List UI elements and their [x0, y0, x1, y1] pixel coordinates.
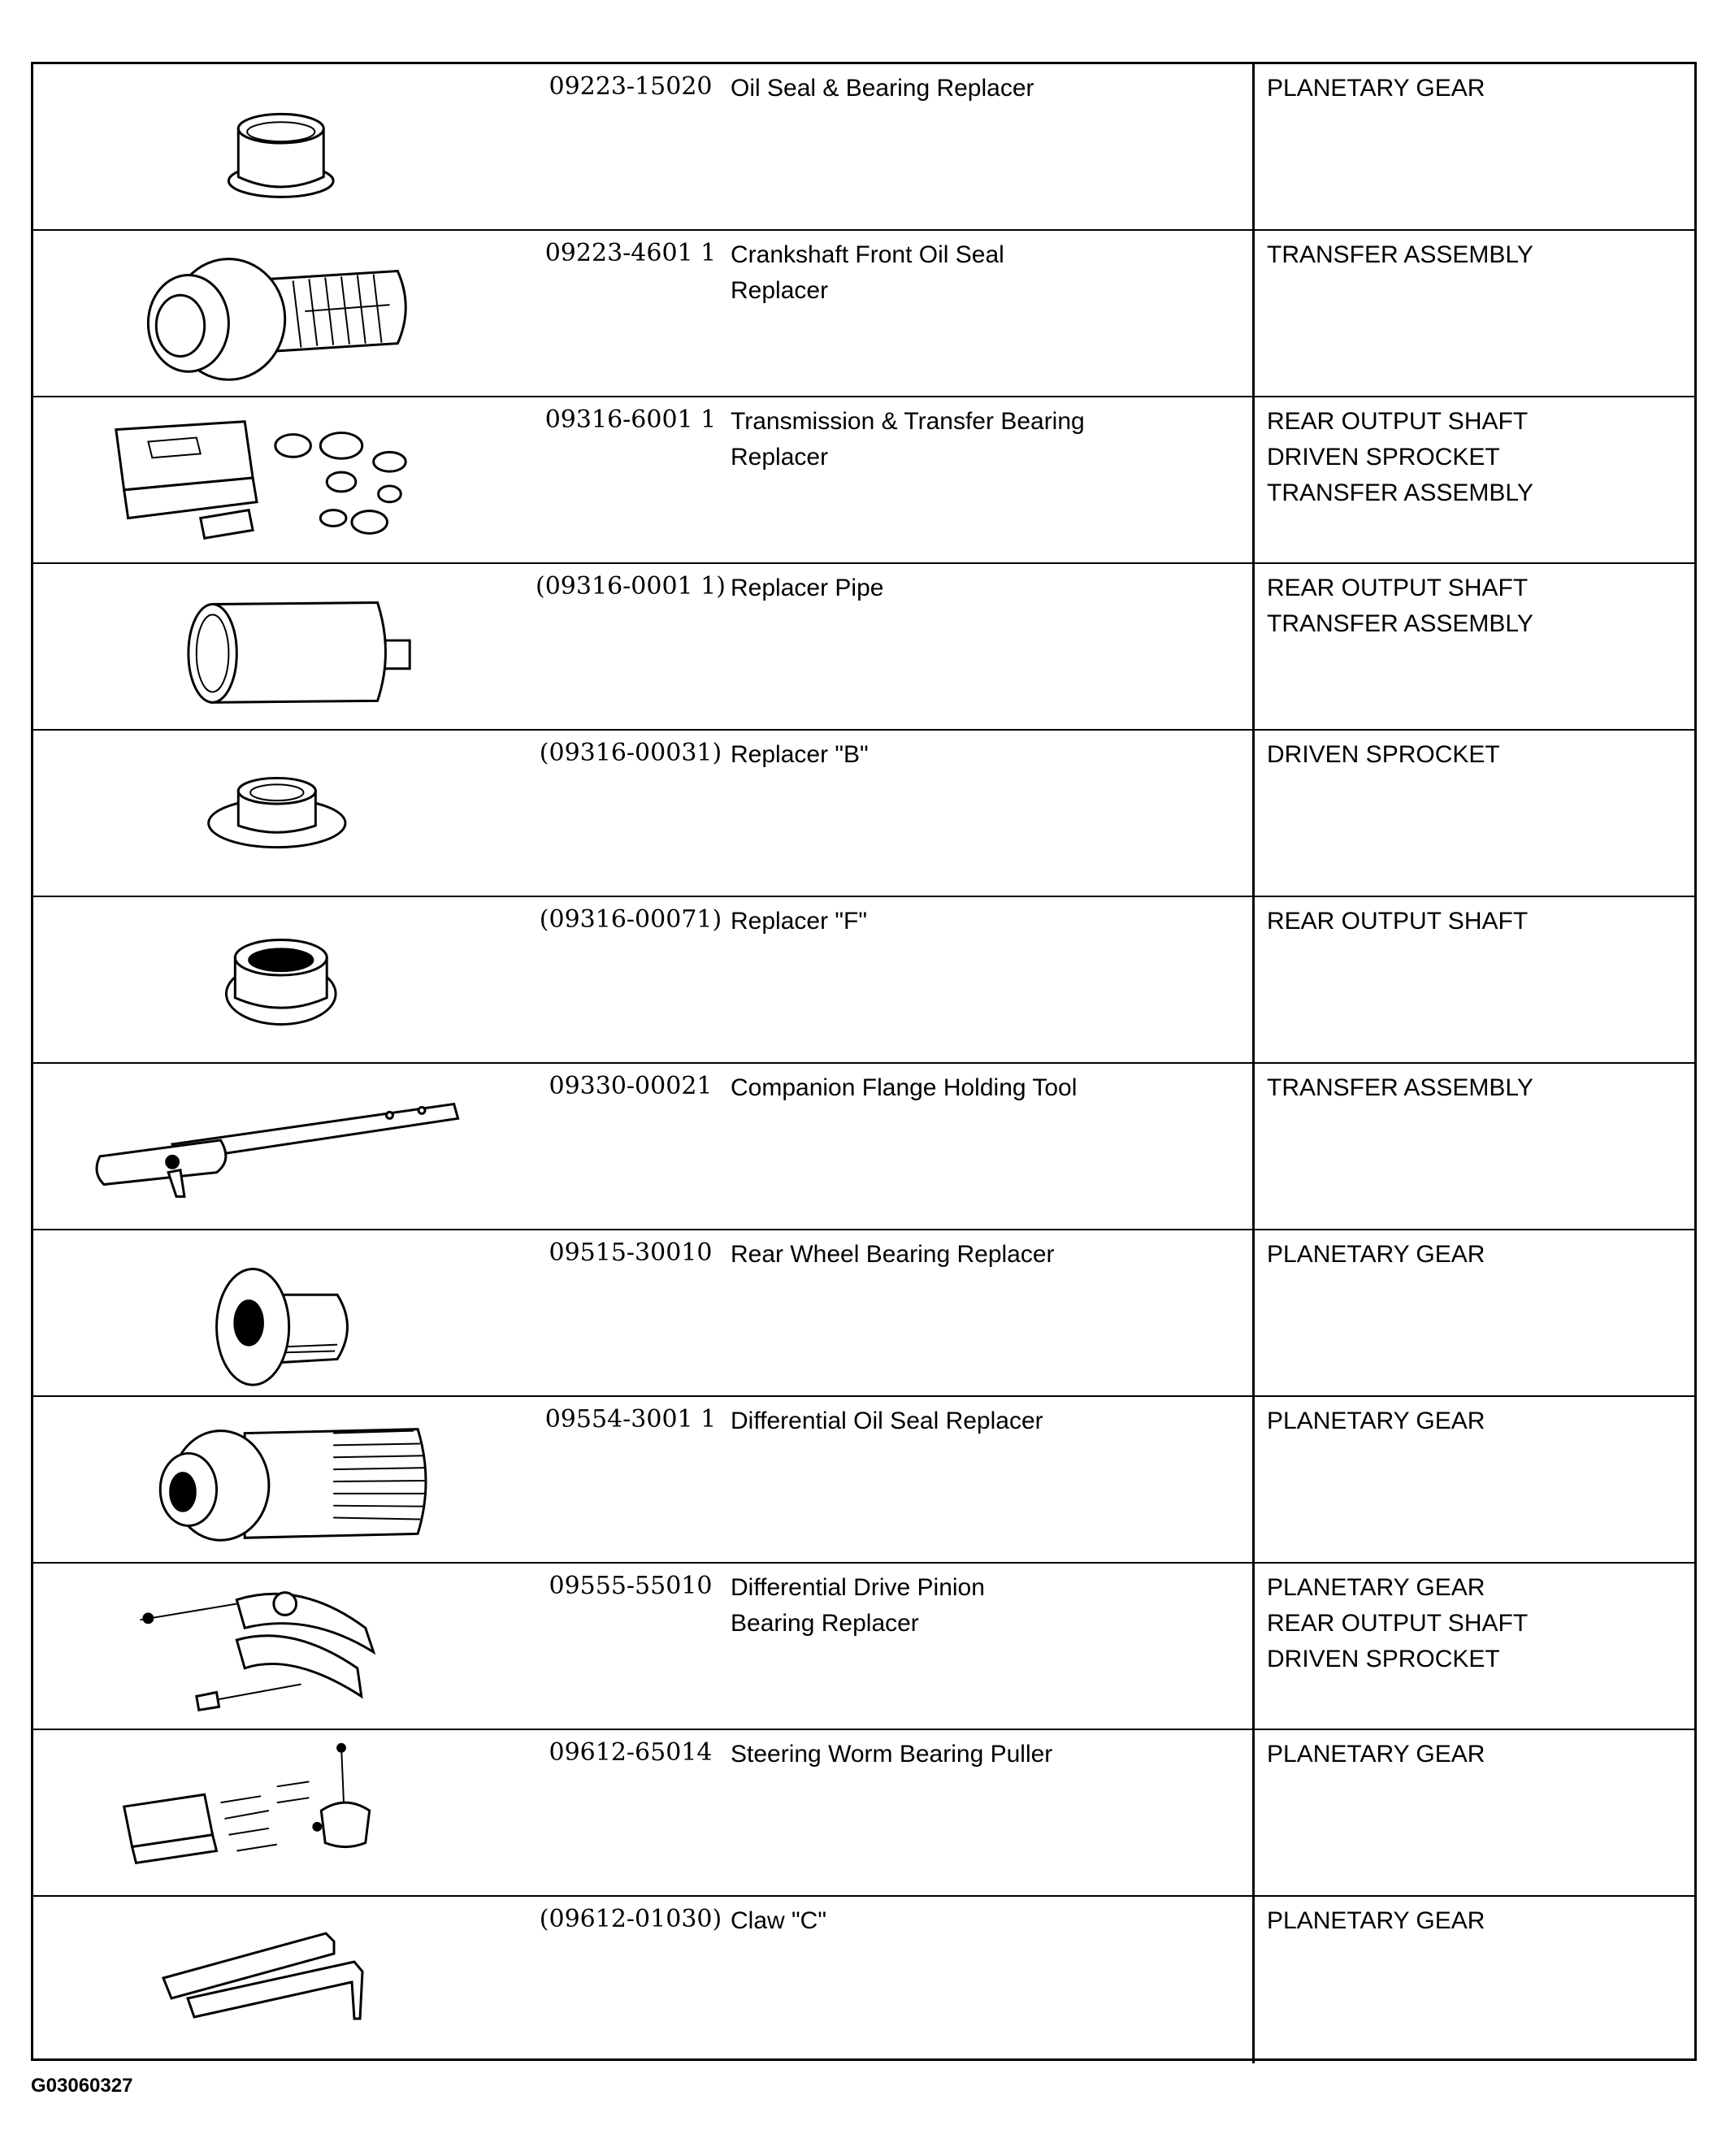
- usage-section: DRIVEN SPROCKET: [1267, 741, 1500, 768]
- flange-holding-tool-icon: [33, 1064, 488, 1229]
- usage-section: TRANSFER ASSEMBLY: [1267, 241, 1533, 268]
- usage-section: PLANETARY GEAR REAR OUTPUT SHAFT DRIVEN SPROCKET: [1267, 1574, 1529, 1672]
- table-row: [33, 1230, 1694, 1397]
- oil-seal-bearing-replacer-icon: [33, 64, 488, 229]
- usage-section: REAR OUTPUT SHAFT DRIVEN SPROCKET TRANSFER ASSEMBLY: [1267, 408, 1533, 506]
- usage-section: PLANETARY GEAR: [1267, 1741, 1485, 1768]
- column-divider: [1252, 231, 1255, 396]
- tool-name: Differential Oil Seal Replacer: [731, 1408, 1043, 1434]
- tool-name: Transmission & Transfer Bearing Replacer: [731, 408, 1085, 471]
- table-row: [33, 731, 1694, 897]
- special-tools-table: [31, 62, 1697, 2061]
- wheel-bearing-replacer-icon: [33, 1230, 488, 1395]
- bearing-puller-kit-icon: [33, 1730, 488, 1895]
- replacer-pipe-icon: [33, 564, 488, 729]
- table-row: [33, 564, 1694, 731]
- usage-section: PLANETARY GEAR: [1267, 1241, 1485, 1268]
- tool-name: Replacer "B": [731, 741, 869, 768]
- part-number: 09330-00021: [549, 1072, 713, 1100]
- usage-section: REAR OUTPUT SHAFT: [1267, 908, 1529, 935]
- part-number: 09612-65014: [549, 1738, 713, 1767]
- column-divider: [1252, 1897, 1255, 2063]
- table-row: [33, 1064, 1694, 1230]
- table-row: [33, 897, 1694, 1064]
- differential-seal-replacer-icon: [33, 1397, 488, 1562]
- part-number: (09316-00071): [539, 905, 722, 934]
- part-number: (09316-0001 1): [536, 572, 726, 601]
- column-divider: [1252, 564, 1255, 729]
- part-number: 09515-30010: [549, 1239, 713, 1267]
- tool-name: Steering Worm Bearing Puller: [731, 1741, 1053, 1768]
- part-number: 09554-3001 1: [544, 1405, 717, 1434]
- part-number: (09612-01030): [539, 1905, 722, 1933]
- replacer-b-icon: [33, 731, 488, 896]
- tool-name: Replacer Pipe: [731, 575, 884, 601]
- column-divider: [1252, 1064, 1255, 1229]
- part-number: 09316-6001 1: [544, 406, 717, 434]
- tool-name: Claw "C": [731, 1907, 826, 1934]
- tool-name: Companion Flange Holding Tool: [731, 1074, 1078, 1101]
- table-row: [33, 64, 1694, 231]
- crankshaft-seal-replacer-icon: [33, 231, 488, 396]
- usage-section: PLANETARY GEAR: [1267, 75, 1485, 102]
- usage-section: PLANETARY GEAR: [1267, 1408, 1485, 1434]
- column-divider: [1252, 64, 1255, 229]
- table-row: [33, 1897, 1694, 2063]
- claw-c-icon: [33, 1897, 488, 2063]
- column-divider: [1252, 1397, 1255, 1562]
- tool-name: Differential Drive Pinion Bearing Replacer: [731, 1574, 985, 1637]
- part-number: 09555-55010: [549, 1572, 713, 1600]
- column-divider: [1252, 1230, 1255, 1395]
- part-number: 09223-4601 1: [544, 239, 717, 267]
- table-row: [33, 397, 1694, 564]
- tool-name: Crankshaft Front Oil Seal Replacer: [731, 241, 1004, 304]
- table-row: [33, 231, 1694, 397]
- tool-name: Rear Wheel Bearing Replacer: [731, 1241, 1055, 1268]
- table-row: [33, 1730, 1694, 1897]
- part-number: (09316-00031): [539, 739, 722, 767]
- tool-name: Replacer "F": [731, 908, 868, 935]
- figure-id: G03060327: [31, 2075, 133, 2097]
- usage-section: TRANSFER ASSEMBLY: [1267, 1074, 1533, 1101]
- table-row: [33, 1397, 1694, 1564]
- part-number: 09223-15020: [549, 72, 713, 101]
- tool-name: Oil Seal & Bearing Replacer: [731, 75, 1034, 102]
- bearing-replacer-kit-icon: [33, 397, 488, 562]
- column-divider: [1252, 897, 1255, 1062]
- column-divider: [1252, 1564, 1255, 1729]
- column-divider: [1252, 731, 1255, 896]
- usage-section: REAR OUTPUT SHAFT TRANSFER ASSEMBLY: [1267, 575, 1533, 637]
- table-row: [33, 1564, 1694, 1730]
- column-divider: [1252, 397, 1255, 562]
- column-divider: [1252, 1730, 1255, 1895]
- pinion-bearing-replacer-icon: [33, 1564, 488, 1729]
- usage-section: PLANETARY GEAR: [1267, 1907, 1485, 1934]
- replacer-f-icon: [33, 897, 488, 1062]
